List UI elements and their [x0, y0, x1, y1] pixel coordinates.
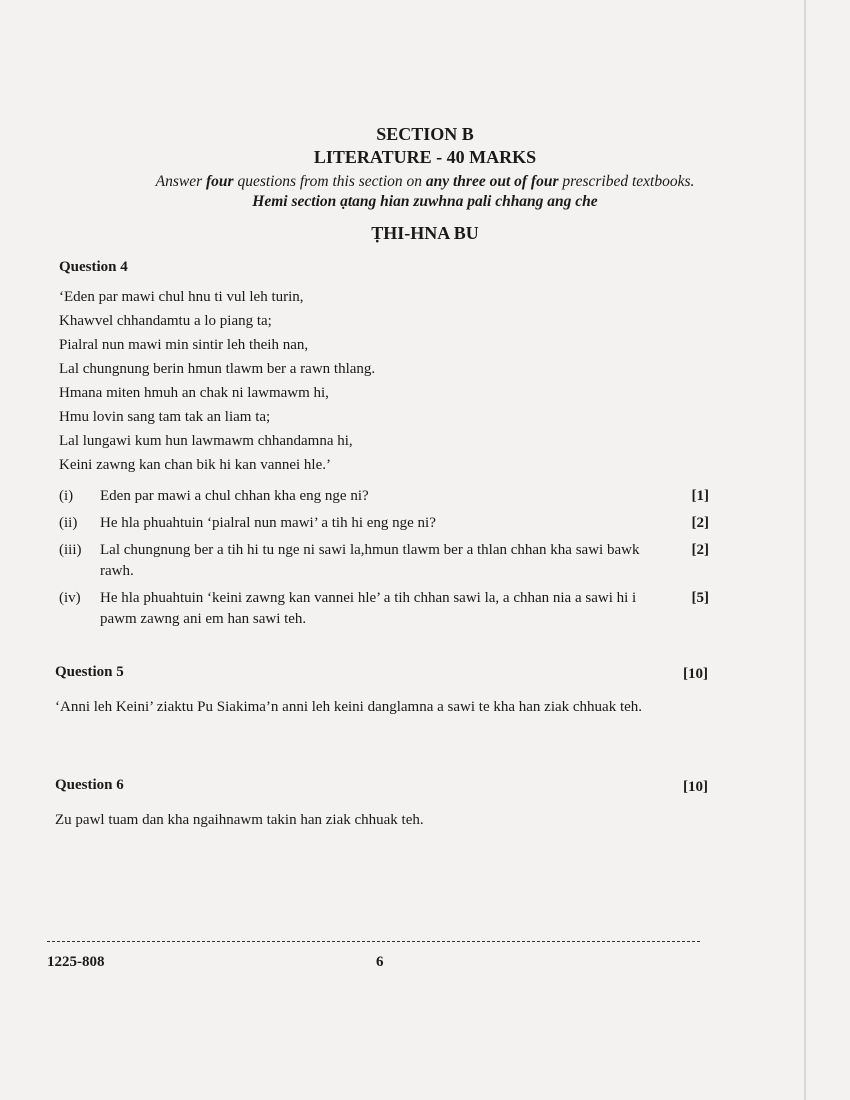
- section-instruction: [0, 173, 850, 191]
- subquestion-text: He hla phuahtuin ‘pialral nun mawi’ a tih hi eng nge ni?: [100, 515, 436, 531]
- subquestion-number: (iv): [59, 590, 81, 606]
- textbook-heading: ṬHI-HNA BU: [371, 223, 479, 243]
- subquestion-text: Eden par mawi a chul chhan kha eng nge ni?: [100, 488, 369, 504]
- question-6-label: Question 6: [55, 777, 124, 793]
- footer-divider: [47, 941, 700, 942]
- instruction-emphasis: any three out of four: [425, 173, 559, 190]
- poem-line: ‘Eden par mawi chul hnu ti vul leh turin,: [59, 289, 304, 305]
- subquestion-i: [59, 486, 709, 508]
- subquestion-number: (iii): [59, 542, 82, 558]
- section-subtitle: LITERATURE - 40 MARKS: [313, 147, 537, 167]
- subquestion-marks: [2]: [691, 542, 709, 558]
- subquestion-iv: [59, 588, 709, 632]
- subquestion-text: Lal chungnung ber a tih hi tu nge ni sawi la,hmun tlawm ber a thlan chhan kha sawi bawk rawh.: [100, 542, 640, 579]
- subquestion-iii: [59, 540, 709, 584]
- poem-line: Pialral nun mawi min sintir leh theih nan,: [59, 337, 309, 353]
- section-instruction-mizo: Hemi section ạtang hian zuwhna pali chhang ang che: [252, 193, 598, 210]
- subquestion-marks: [2]: [691, 515, 709, 531]
- subquestion-number: (i): [59, 488, 74, 504]
- question-5-text: ‘Anni leh Keini’ ziaktu Pu Siakima’n anni leh keini danglamna a sawi te kha han ziak chhuak teh.: [55, 699, 643, 715]
- paper-code: 1225-808: [47, 954, 105, 970]
- question-6-text: Zu pawl tuam dan kha ngaihnawm takin han ziak chhuak teh.: [55, 812, 424, 828]
- question-5-label: Question 5: [55, 664, 124, 680]
- subquestion-marks: [5]: [691, 590, 709, 606]
- instruction-part: questions from this section on: [233, 173, 426, 190]
- poem-line: Lal lungawi kum hun lawmawm chhandamna hi,: [59, 433, 353, 449]
- question-4-label: Question 4: [59, 259, 128, 275]
- poem-line: Lal chungnung berin hmun tlawm ber a rawn thlang.: [59, 361, 376, 377]
- instruction-part: prescribed textbooks.: [558, 173, 695, 190]
- page-number: 6: [376, 954, 384, 970]
- poem-line: Hmu lovin sang tam tak an liam ta;: [59, 409, 271, 425]
- question-5-marks: [10]: [683, 666, 708, 682]
- subquestion-ii: [59, 513, 709, 535]
- question-6-marks: [10]: [683, 779, 708, 795]
- poem-line: Khawvel chhandamtu a lo piang ta;: [59, 313, 272, 329]
- poem-line: Keini zawng kan chan bik hi kan vannei hle.’: [59, 457, 331, 473]
- poem-line: Hmana miten hmuh an chak ni lawmawm hi,: [59, 385, 329, 401]
- instruction-emphasis: four: [205, 173, 234, 190]
- instruction-part: Answer: [155, 173, 206, 190]
- page-edge: [804, 0, 806, 1100]
- poem-extract: [59, 287, 375, 479]
- section-title: SECTION B: [376, 124, 474, 144]
- subquestion-text: He hla phuahtuin ‘keini zawng kan vannei hle’ a tih chhan sawi la, a chhan nia a sawi hi i pawm zawng ani em han sawi teh.: [100, 590, 637, 627]
- subquestion-marks: [1]: [691, 488, 709, 504]
- subquestion-number: (ii): [59, 515, 78, 531]
